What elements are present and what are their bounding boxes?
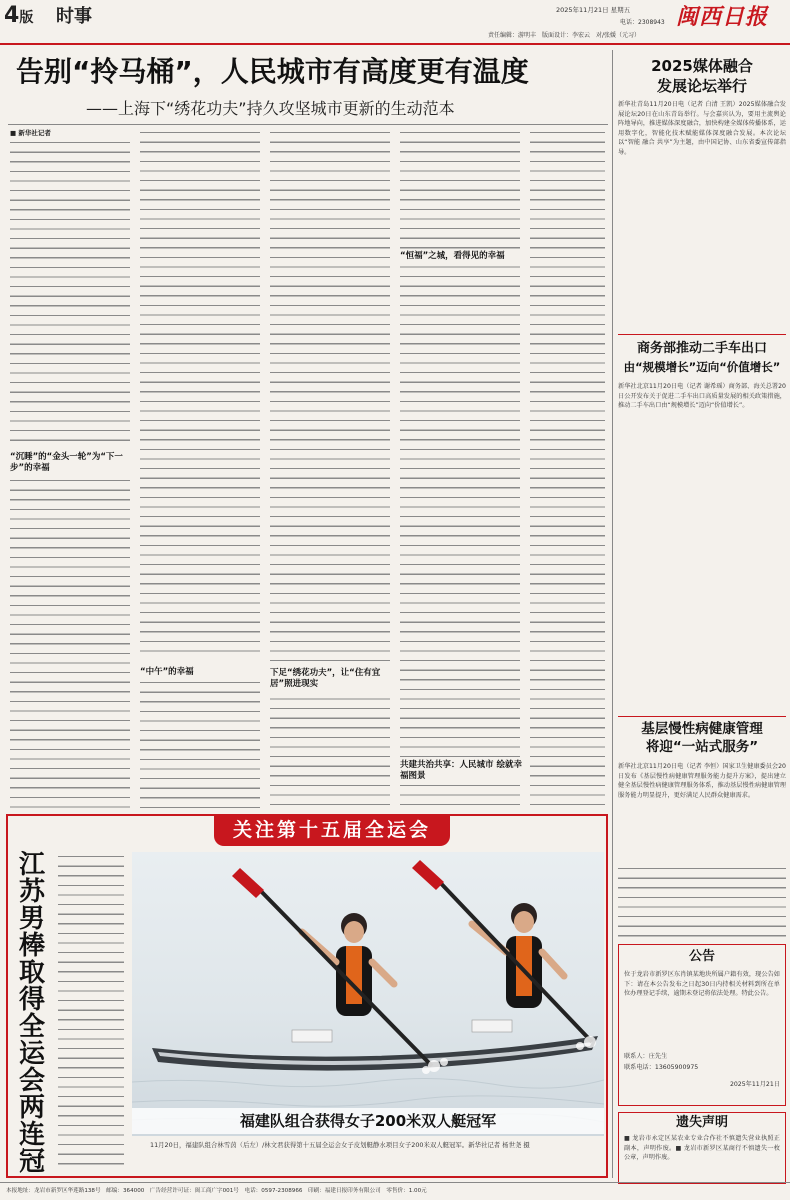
lead-rule xyxy=(8,124,608,125)
canoe-photo-illustration xyxy=(132,852,604,1136)
jiangsu-story-text xyxy=(58,854,124,1170)
newspaper-logo: 闽西日报 xyxy=(676,5,769,30)
photo-subcaption: 11月20日，福建队组合林雪茵（后左）/林文君获得第十五届全运会女子皮划艇静水项目女子200米双人艇冠军。新华社记者 杨世尧 摄 xyxy=(150,1141,530,1149)
lead-subtitle-2: “中午”的幸福 xyxy=(140,667,194,677)
chronic-disease-body-more xyxy=(618,866,786,940)
lead-subtitle-5: 共建共治共享：人民城市 绘就幸福图景 xyxy=(400,760,524,782)
lead-col4-text xyxy=(400,130,520,808)
lead-col5-text xyxy=(530,130,605,808)
lead-col1-text-b xyxy=(10,478,130,808)
lead-subtitle-1: “沉睡”的“金头一轮”为“下一步”的幸福 xyxy=(10,452,123,473)
lead-subtitle-4: “恒福”之城，看得见的幸福 xyxy=(400,250,520,262)
editors-line: 责任编辑：游明丰 版面设计：李宏云 对/张媛（元习） xyxy=(488,32,641,39)
section-name: 时事 xyxy=(56,6,92,27)
canoe-photo xyxy=(132,852,604,1136)
footer-text: 本报地址：龙岩市新罗区华莲路138号 邮编：364000 广告经营许可证：闽工商广字001号 电话：0597-2308966 印刷：福建日报印务有限公司 零售价：1.00元 xyxy=(6,1188,427,1194)
lead-col2-text-a xyxy=(140,130,260,660)
used-car-body: 新华社北京11月20日电（记者 谢希瑶）商务部、海关总署20日公开发布关于促进二手车出口高质量发展的相关政策措施，推动二手车出口由“规模增长”迈向“价值增长”。 xyxy=(618,383,786,410)
section-rule-2 xyxy=(618,716,786,717)
lead-subtitle-3: 下足“绣花功夫”，让“住有宜居”照进现实 xyxy=(270,668,395,690)
lead-byline: ■ 新华社记者 xyxy=(10,129,51,137)
lost-body: ■ 龙岩市永定区某农业专业合作社不慎遗失营业执照正副本，声明作废。■ 龙岩市新罗区某商行不慎遗失一枚公章，声明作废。 xyxy=(624,1135,780,1162)
notice-contact: 联系人：庄先生 xyxy=(624,1053,668,1060)
page-number: 4版 xyxy=(4,3,34,28)
issue-date: 2025年11月21日 星期五 xyxy=(556,6,631,14)
masthead xyxy=(0,0,790,44)
jiangsu-vertical-title: 江 苏 男 棒 取 得 全 运 会 两 连 冠 xyxy=(18,850,45,1177)
lead-col2-text-b xyxy=(140,680,260,808)
media-forum-title: 2025媒体融合 发展论坛举行 xyxy=(651,57,753,95)
notice-body: 位于龙岩市新罗区东肖镇某地块所属户籍有效，现公告如下：请在本公告发布之日起30日内持相关材料到所在单位办理登记手续，逾期未登记将依法处理。特此公告。 xyxy=(624,971,780,998)
phone: 电话：2308943 xyxy=(620,19,665,26)
lead-col1-text-a xyxy=(10,140,130,448)
photo-caption: 福建队组合获得女子200米双人艇冠军 xyxy=(239,1112,497,1130)
masthead-rule xyxy=(0,43,790,45)
section-rule-1 xyxy=(618,334,786,335)
lead-headline: 告别“拎马桶”，人民城市有高度更有温度 xyxy=(16,55,529,88)
chronic-disease-body: 新华社北京11月20日电（记者 李恒）国家卫生健康委员会20日发布《基层慢性病健康管理服务能力提升方案》，提出建立健全基层慢性病健康管理服务体系，推动基层慢性病健康管理服务能力明显提升，更好满足人民群众健康需求。 xyxy=(618,763,786,799)
lead-subhead: ——上海下“绣花功夫”持久攻坚城市更新的生动范本 xyxy=(86,99,455,118)
used-car-title: 商务部推动二手车出口 由“规模增长”迈向“价值增长” xyxy=(623,341,781,374)
notice-phone: 联系电话：13605900975 xyxy=(624,1064,699,1071)
notice-title: 公告 xyxy=(688,949,715,964)
right-column-divider xyxy=(612,50,613,1178)
footer-rule xyxy=(0,1182,790,1183)
chronic-disease-title: 基层慢性病健康管理 将迎“一站式服务” xyxy=(641,721,763,755)
games-banner-text: 关注第十五届全运会 xyxy=(232,819,431,841)
media-forum-body: 新华社青岛11月20日电（记者 白清 王凯）2025媒体融合发展论坛20日在山东青岛举行。与会嘉宾认为，要用主流舆论阵地导向，推进媒体深度融合，加快构建全媒体传播体系，运用数字化，智能化技术赋能媒体深度融合发展。本次论坛以“智能 融合 共享”为主题，由中国记协、山东省委宣传部指导。 xyxy=(618,101,786,156)
lead-col3-text xyxy=(270,130,390,808)
lost-title: 遗失声明 xyxy=(675,1115,728,1130)
notice-date: 2025年11月21日 xyxy=(729,1081,780,1088)
